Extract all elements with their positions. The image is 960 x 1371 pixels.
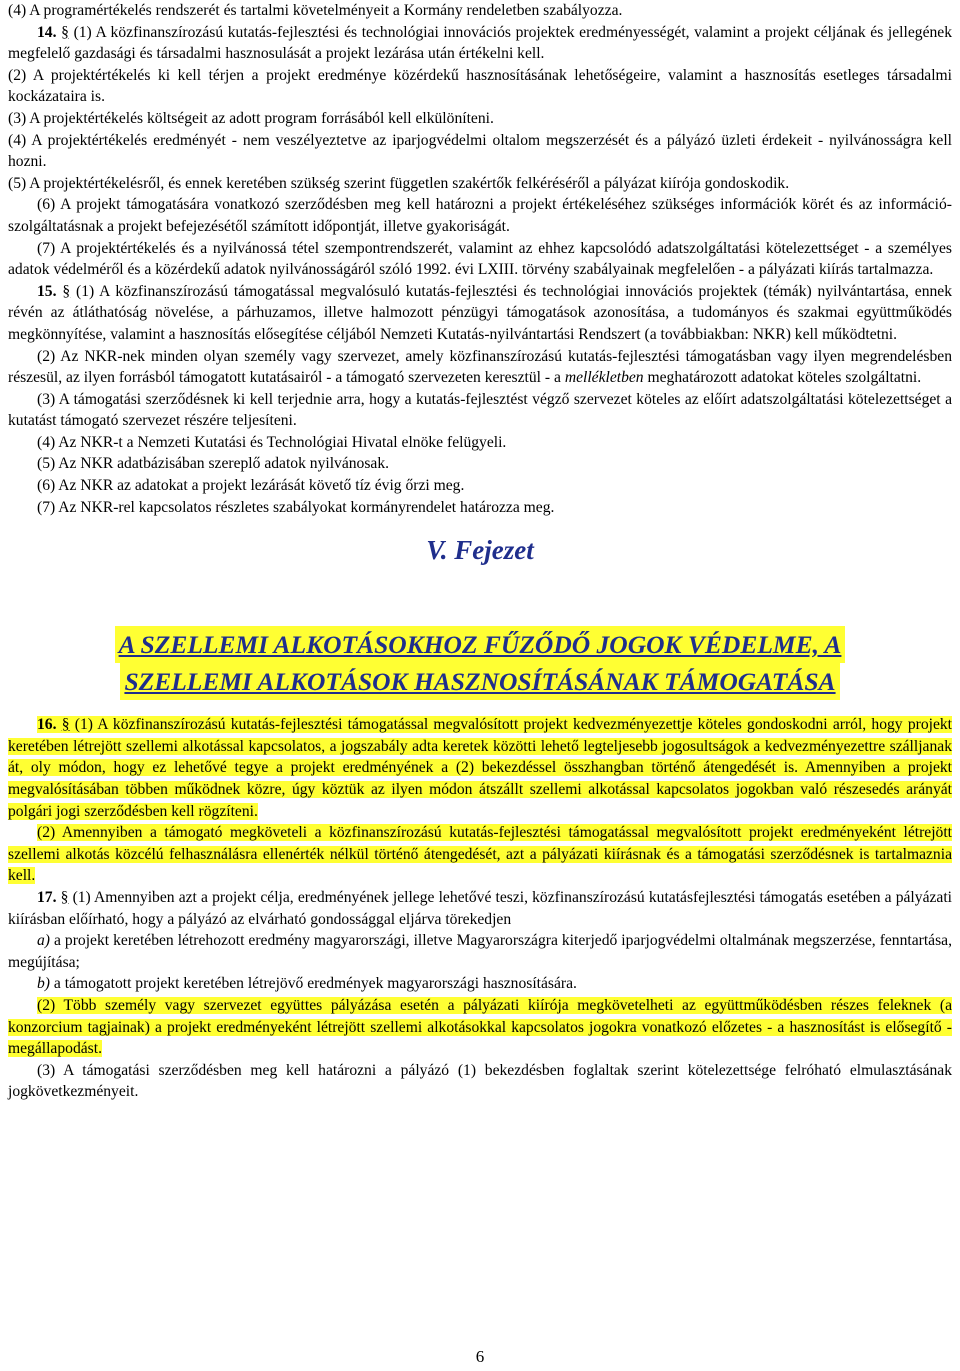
- chapter-heading-block: [8, 518, 952, 602]
- section-number: 16.: [37, 716, 57, 734]
- section-15-2: (2) Az NKR-nek minden olyan személy vagy szervezet, amely közfinanszírozású kutatás-fejlesztési támogatásban vagy ilyen megrendelésben részesül, az ilyen forrásból támogatott kutatásairól - a támogató szervezeten keresztül - a mellékletben meghatározott adatokat köteles szolgáltatni.: [8, 347, 952, 387]
- paragraph-14-4-prev: (4) A programértékelés rendszerét és tartalmi követelményeit a Kormány rendeletben szabályozza.: [8, 2, 623, 19]
- section-14-5: (5) A projektértékelésről, és ennek keretében szükség szerint független szakértők felkéréséről a pályázat kiírója gondoskodik.: [8, 174, 790, 192]
- section-15-6: (6) Az NKR az adatokat a projekt lezárását követő tíz évig őrzi meg.: [37, 477, 465, 495]
- section-sign-link[interactable]: §: [62, 282, 71, 300]
- section-17-2: (2) Több személy vagy szervezet együttes pályázása esetén a pályázati kiírója megkövetelheti az együttműködésben részes feleknek (a konzorcium tagjainak) a projekt eredményeként létrejött szellemi alkotásokkal kapcsolatos jogokra vonatkozó előzetes - a hasznosítást is elősegítő - megállapodást.: [8, 996, 952, 1058]
- section-15-3: (3) A támogatási szerződésnek ki kell terjednie arra, hogy a kutatás-fejlesztést végző szervezet köteles az előírt adatszolgáltatási kötelezettséget a kutatást támogató szervezet részére teljesíteni.: [8, 390, 952, 430]
- chapter-title-line-2: SZELLEMI ALKOTÁSOK HASZNOSÍTÁSÁNAK TÁMOGATÁSA: [120, 663, 839, 700]
- section-17-3: (3) A támogatási szerződésben meg kell határozni a pályázó (1) bekezdésben foglaltak szerint kötelezettsége felróható elmulasztásának jogkövetkezményeit.: [8, 1061, 952, 1101]
- list-label: a): [37, 932, 50, 950]
- section-14-2: (2) A projektértékelés ki kell térjen a projekt eredménye közérdekű hasznosításának lehetőségeire, valamint a hasznosítás esetleges társadalmi kockázataira is.: [8, 66, 952, 106]
- section-15-7: (7) Az NKR-rel kapcsolatos részletes szabályokat kormányrendelet határozza meg.: [37, 498, 555, 516]
- section-17-1: 17. § (1) Amennyiben azt a projekt célja, eredményének jellege lehetővé teszi, közfinanszírozású kutatásfejlesztési támogatás esetében a pályázati kiírásban előírható, hogy a pályázó az elvárható gondossággal eljárva törekedjen: [8, 889, 952, 928]
- section-number: 14.: [37, 23, 57, 41]
- section-15-5: (5) Az NKR adatbázisában szereplő adatok nyilvánosak.: [37, 455, 390, 473]
- section-sign-link[interactable]: §: [60, 889, 69, 906]
- section-17-1-a: a) a projekt keretében létrehozott eredmény magyarországi, illetve Magyarországra kiterjedő iparjogvédelmi oltalmának megszerzése, fenntartása, megújítása;: [8, 932, 952, 971]
- section-14-6: (6) A projekt támogatására vonatkozó szerződésben meg kell határozni a projekt értékeléséhez szükséges információk körét és az információ-szolgáltatásnak a projekt befejezésétől számított időpontját, illetve gyakoriságát.: [8, 196, 952, 235]
- section-14-7: (7) A projektértékelés és a nyilvánossá tétel szempontrendszerét, valamint az ehhez kapcsolódó adatszolgáltatási kötelezettséget - a személyes adatok védelméről és a közérdekű adatok nyilvánosságáról szóló 1992. évi LXIII. törvény szabályainak megfelelően - a pályázati kiírás tartalmazza.: [8, 239, 952, 279]
- chapter-title-line-1: A SZELLEMI ALKOTÁSOKHOZ FŰZŐDŐ JOGOK VÉDELME, A: [115, 626, 846, 663]
- section-14-1: 14. § (1) A közfinanszírozású kutatás-fejlesztési és technológiai innovációs projektek eredményességét, valamint a projekt céljának és jellegének megfelelő gazdasági és társadalmi hasznosulását a projekt lezárása után értékelni kell.: [8, 23, 952, 63]
- section-17-1-b: b) a támogatott projekt keretében létrejövő eredmények magyarországi hasznosítására.: [37, 975, 577, 993]
- section-number: 15.: [37, 282, 57, 300]
- section-number: 17.: [37, 889, 57, 906]
- section-14-4: (4) A projektértékelés eredményét - nem veszélyeztetve az iparjogvédelmi oltalom megszerzését és a pályázó üzleti érdekeit - nyilvánosságra kell hozni.: [8, 131, 952, 171]
- page-number: 6: [475, 1347, 485, 1366]
- section-15-4: (4) Az NKR-t a Nemzeti Kutatási és Technológiai Hivatal elnöke felügyeli.: [37, 433, 507, 451]
- section-14-3: (3) A projektértékelés költségeit az adott program forrásából kell elkülöníteni.: [8, 109, 494, 127]
- chapter-title: [8, 626, 952, 700]
- section-16-1: 16. § (1) A közfinanszírozású kutatás-fejlesztési támogatással megvalósított projekt kedvezményezettje köteles gondoskodni arról, hogy projekt keretében létrejött szellemi alkotással kapcsolatos, a jogszabály adta keretek közötti lehető legteljesebb jogosultságok a kedvezményezettre szálljanak át, oly módon, hogy ez lehetővé tegye a projekt eredményének a (2) bekezdéssel összhangban történő átengedését is. Amennyiben a projekt megvalósításában többen működnek közre, úgy köztük az ilyen módon átszállt szellemi alkotással kapcsolatos jogokban való részesedés arányát polgári jogi szerződésben kell rögzíteni.: [8, 716, 952, 820]
- section-15-1: 15. § (1) A közfinanszírozású támogatással megvalósuló kutatás-fejlesztési és technológiai innovációs projektek (témák) nyilvántartása, ennek révén az átláthatóság növelése, a párhuzamos, illetve halmozott pénzügyi támogatások azonosítása, a tudományos és szakmai együttműködés megkönnyítése, valamint a hasznosítás elősegítése céljából Nemzeti Kutatás-nyilvántartási Rendszert (a továbbiakban: NKR) kell működtetni.: [8, 282, 953, 343]
- italic-reference: mellékletben: [564, 369, 644, 387]
- section-16-2: (2) Amennyiben a támogató megköveteli a közfinanszírozású kutatás-fejlesztési támogatással megvalósított projekt eredményeként létrejött szellemi alkotás közcélú felhasználásra ellenérték nélkül történő átengedését, azt a pályázati kiírásnak és a támogatási szerződésnek is tartalmaznia kell.: [8, 824, 952, 885]
- chapter-label: V. Fejezet: [426, 535, 534, 566]
- section-sign-link[interactable]: §: [61, 716, 70, 734]
- list-label: b): [37, 975, 50, 993]
- section-sign-link[interactable]: §: [61, 23, 69, 41]
